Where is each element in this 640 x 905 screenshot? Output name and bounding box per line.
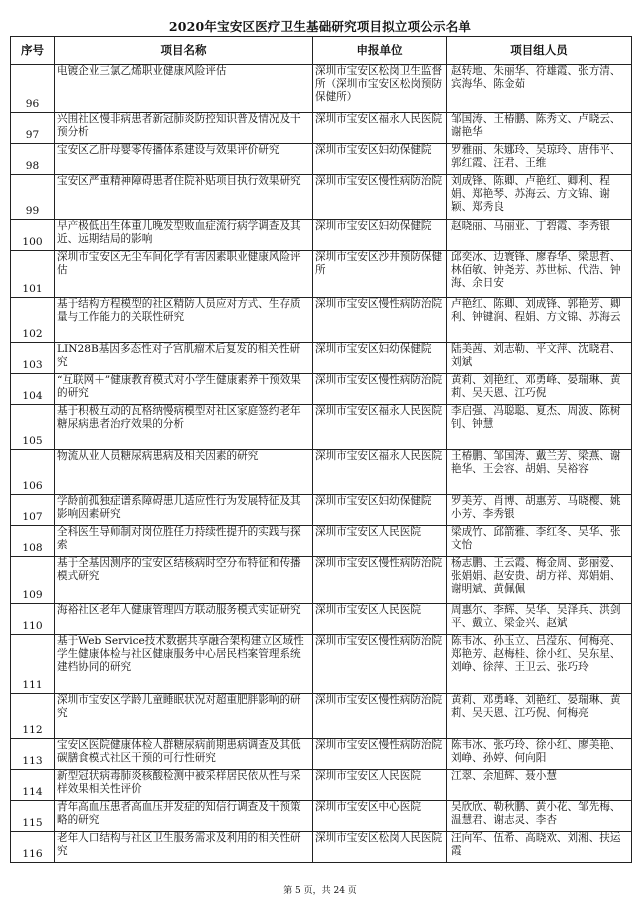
cell-no: 101 (11, 251, 55, 298)
cell-no: 106 (11, 450, 55, 495)
cell-project-name: 深圳市宝安区学龄儿童睡眠状况对超重肥胖影响的研究 (55, 694, 313, 739)
cell-applicant-unit: 深圳市宝安区妇幼保健院 (313, 220, 447, 251)
cell-no: 109 (11, 557, 55, 604)
table-row (11, 65, 632, 113)
cell-no: 103 (11, 343, 55, 374)
cell-members: 赵转地、朱丽华、符雄霞、张方清、宾海华、陈金茹 (447, 65, 632, 113)
cell-members: 刘成锋、陈卿、卢艳红、卿利、程娟、郑艳琴、苏海云、方文锦、谢颖、郑秀良 (447, 175, 632, 220)
table-row (11, 832, 632, 863)
cell-members: 陈韦冰、孙玉立、吕滢东、何梅亮、郑艳芳、赵梅桂、徐小红、吴东星、刘峥、徐萍、王卫云、张巧玲 (447, 635, 632, 694)
cell-project-name: 物流从业人员糖尿病患病及相关因素的研究 (55, 450, 313, 495)
header-project-name: 项目名称 (55, 37, 313, 65)
cell-applicant-unit: 深圳市宝安区沙井预防保健所 (313, 251, 447, 298)
cell-project-name: 全科医生导师制对岗位胜任力持续性提升的实践与探索 (55, 526, 313, 557)
table-row (11, 450, 632, 495)
cell-members: 吴欣欣、勒秋鹏、黄小花、邹先梅、温慧君、谢志灵、李杏 (447, 801, 632, 832)
cell-project-name: 基于Web Service技术数据共享融合架构建立区域性学生健康体检与社区健康服务中心居民档案管理系统建档协同的研究 (55, 635, 313, 694)
cell-applicant-unit: 深圳市宝安区慢性病防治院 (313, 739, 447, 770)
cell-members: 邹国涛、王椿鹏、陈秀文、卢晓云、谢艳华 (447, 113, 632, 144)
cell-applicant-unit: 深圳市宝安区松岗人民医院 (313, 832, 447, 863)
cell-members: 梁成竹、邱箭雅、李红冬、吴华、张文怡 (447, 526, 632, 557)
table-row (11, 405, 632, 450)
cell-applicant-unit: 深圳市宝安区福永人民医院 (313, 450, 447, 495)
cell-applicant-unit: 深圳市宝安区人民医院 (313, 526, 447, 557)
table-row (11, 557, 632, 604)
cell-no: 97 (11, 113, 55, 144)
cell-no: 105 (11, 405, 55, 450)
cell-project-name: 青年高血压患者高血压并发症的知信行调查及干预策略的研究 (55, 801, 313, 832)
cell-project-name: 基于全基因测序的宝安区结核病时空分布特征和传播模式研究 (55, 557, 313, 604)
cell-no: 107 (11, 495, 55, 526)
cell-members: 陆美茜、刘志勒、平文萍、沈晓君、刘斌 (447, 343, 632, 374)
cell-no: 112 (11, 694, 55, 739)
cell-applicant-unit: 深圳市宝安区慢性病防治院 (313, 694, 447, 739)
cell-project-name: 基于积极互动的瓦格纳慢病模型对社区家庭签约老年糖尿病患者治疗效果的分析 (55, 405, 313, 450)
cell-no: 102 (11, 298, 55, 343)
table-row (11, 801, 632, 832)
cell-members: 黄莉、刘艳红、邓勇峰、晏瑞琳、黄莉、吴天恩、江巧倪 (447, 374, 632, 405)
cell-applicant-unit: 深圳市宝安区福永人民医院 (313, 405, 447, 450)
cell-applicant-unit: 深圳市宝安区慢性病防治院 (313, 298, 447, 343)
table-row (11, 694, 632, 739)
cell-members: 邱奕冰、边寰锋、廖春华、梁思哲、林佰敏、钟尧芳、苏世标、代浩、钟海、余日安 (447, 251, 632, 298)
cell-applicant-unit: 深圳市宝安区人民医院 (313, 604, 447, 635)
table-row (11, 770, 632, 801)
cell-no: 96 (11, 65, 55, 113)
cell-members: 罗雅丽、朱娜玲、吴琼玲、唐伟平、郭红霞、汪君、王维 (447, 144, 632, 175)
cell-no: 104 (11, 374, 55, 405)
table-row (11, 739, 632, 770)
cell-no: 111 (11, 635, 55, 694)
cell-applicant-unit: 深圳市宝安区松岗卫生监督所（深圳市宝安区松岗预防保健所） (313, 65, 447, 113)
cell-members: 王椿鹏、邹国涛、戴兰芳、梁燕、谢艳华、王会容、胡娟、吴裕容 (447, 450, 632, 495)
cell-members: 江翠、余旭辉、聂小慧 (447, 770, 632, 801)
cell-project-name: 宝安区医院健康体检人群糖尿病前期患病调查及其低碳膳食模式社区干预的可行性研究 (55, 739, 313, 770)
cell-members: 杨志鹏、王云霞、梅金周、彭丽爱、张娟娟、赵安贵、胡方祥、郑娟娟、谢明斌、黄佩佩 (447, 557, 632, 604)
cell-no: 116 (11, 832, 55, 863)
table-row (11, 298, 632, 343)
cell-no: 98 (11, 144, 55, 175)
cell-project-name: “互联网＋”健康教育模式对小学生健康素养干预效果的研究 (55, 374, 313, 405)
table-row (11, 144, 632, 175)
cell-applicant-unit: 深圳市宝安区慢性病防治院 (313, 557, 447, 604)
cell-no: 113 (11, 739, 55, 770)
cell-applicant-unit: 深圳市宝安区慢性病防治院 (313, 374, 447, 405)
header-applicant-unit: 申报单位 (313, 37, 447, 65)
cell-project-name: 老年人口结构与社区卫生服务需求及利用的相关性研究 (55, 832, 313, 863)
cell-no: 114 (11, 770, 55, 801)
table-row (11, 635, 632, 694)
cell-members: 黄莉、邓勇峰、刘艳红、晏瑞琳、黄莉、吴天恩、江巧倪、何梅亮 (447, 694, 632, 739)
cell-project-name: 宝安区严重精神障碍患者住院补贴项目执行效果研究 (55, 175, 313, 220)
cell-project-name: 宝安区乙肝母婴零传播体系建设与效果评价研究 (55, 144, 313, 175)
page-footer: 第 5 页，共 24 页 (283, 886, 357, 896)
cell-members: 周惠尔、李辉、吴华、吴泽兵、洪剑平、戴立、梁金兴、赵斌 (447, 604, 632, 635)
cell-project-name: 电镀企业三氯乙烯职业健康风险评估 (55, 65, 313, 113)
cell-project-name: 基于结构方程模型的社区精防人员应对方式、生存质量与工作能力的关联性研究 (55, 298, 313, 343)
cell-applicant-unit: 深圳市宝安区妇幼保健院 (313, 495, 447, 526)
cell-applicant-unit: 深圳市宝安区福永人民医院 (313, 113, 447, 144)
table-row (11, 604, 632, 635)
table-header-row (11, 37, 632, 65)
table-row (11, 251, 632, 298)
cell-project-name: 兴围社区慢非病患者新冠肺炎防控知识普及情况及干预分析 (55, 113, 313, 144)
cell-no: 115 (11, 801, 55, 832)
cell-applicant-unit: 深圳市宝安区慢性病防治院 (313, 635, 447, 694)
cell-applicant-unit: 深圳市宝安区妇幼保健院 (313, 343, 447, 374)
cell-project-name: 新型冠状病毒肺炎核酸检测中被采样居民依从性与采样效果相关性评价 (55, 770, 313, 801)
table-row (11, 220, 632, 251)
project-table (10, 36, 632, 863)
table-row (11, 175, 632, 220)
cell-members: 卢艳红、陈卿、刘成锋、郭艳芳、卿利、钟键润、程娟、方文锦、苏海云 (447, 298, 632, 343)
document-title: 2020年宝安区医疗卫生基础研究项目拟立项公示名单 (168, 19, 472, 34)
cell-no: 100 (11, 220, 55, 251)
cell-applicant-unit: 深圳市宝安区中心医院 (313, 801, 447, 832)
cell-members: 陈韦冰、张巧玲、徐小红、廖美艳、刘峥、孙婷、何向阳 (447, 739, 632, 770)
cell-applicant-unit: 深圳市宝安区妇幼保健院 (313, 144, 447, 175)
cell-no: 108 (11, 526, 55, 557)
cell-no: 110 (11, 604, 55, 635)
table-row (11, 113, 632, 144)
header-members: 项目组人员 (447, 37, 632, 65)
cell-project-name: 学龄前孤独症谱系障碍患儿适应性行为发展特征及其影响因素研究 (55, 495, 313, 526)
table-row (11, 495, 632, 526)
cell-project-name: 深圳市宝安区无尘车间化学有害因素职业健康风险评估 (55, 251, 313, 298)
cell-members: 赵晓丽、马丽亚、丁碧霞、李秀银 (447, 220, 632, 251)
table-row (11, 526, 632, 557)
cell-applicant-unit: 深圳市宝安区慢性病防治院 (313, 175, 447, 220)
cell-members: 罗美芳、肖博、胡惠芳、马晓樱、姚小芳、李秀银 (447, 495, 632, 526)
cell-project-name: 海裕社区老年人健康管理四方联动服务模式实证研究 (55, 604, 313, 635)
cell-applicant-unit: 深圳市宝安区人民医院 (313, 770, 447, 801)
table-row (11, 374, 632, 405)
cell-project-name: LIN28B基因多态性对子宫肌瘤术后复发的相关性研究 (55, 343, 313, 374)
cell-members: 汪向军、伍希、高晓欢、刘湘、扶运霞 (447, 832, 632, 863)
cell-members: 李启强、冯聪聪、夏杰、周波、陈树钊、钟慧 (447, 405, 632, 450)
header-no: 序号 (11, 37, 55, 65)
cell-no: 99 (11, 175, 55, 220)
table-row (11, 343, 632, 374)
cell-project-name: 早产极低出生体重儿晚发型败血症流行病学调查及其近、远期结局的影响 (55, 220, 313, 251)
